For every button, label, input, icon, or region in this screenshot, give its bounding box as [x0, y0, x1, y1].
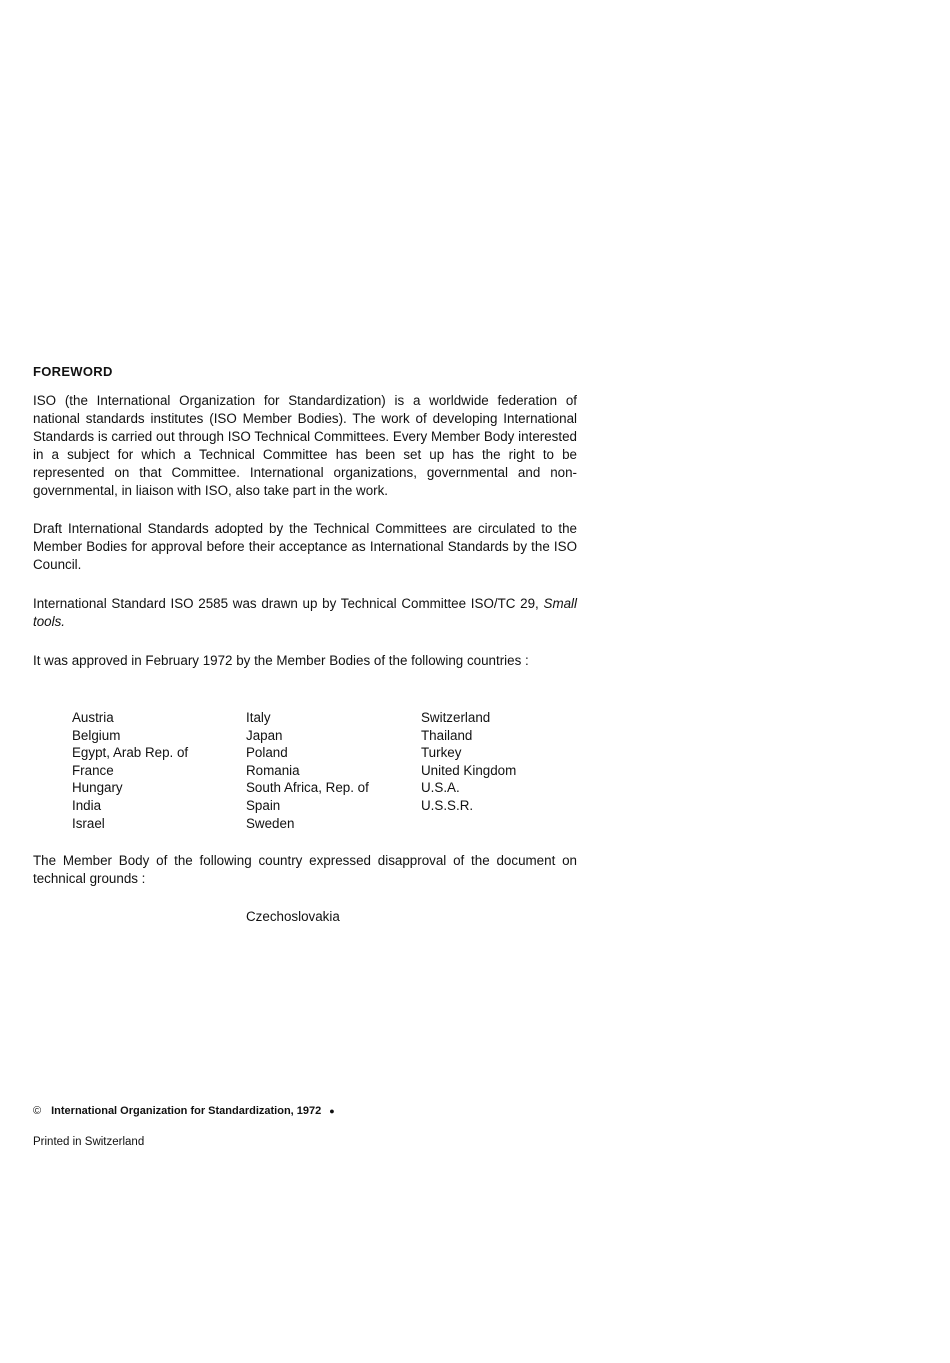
country-item: Italy: [246, 710, 271, 725]
country-item: South Africa, Rep. of: [246, 780, 369, 796]
country-item: Switzerland: [421, 710, 491, 725]
foreword-paragraph-iso: ISO (the International Organization for Standardization) is a worldwide federation of national standards institutes (ISO Member Bodies). The work of developing International Standards is carried out through ISO Technical Committees. Every Member Body interested in a subject for which a Technical Committee has been set up has the right to be represented on that Committee. International organizations, governmental and non-governmental, in liaison with ISO, also take part in the work.: [33, 393, 577, 498]
foreword-paragraph-approval: It was approved in February 1972 by the Member Bodies of the following countries :: [33, 653, 529, 668]
foreword-paragraph-disapproval: The Member Body of the following country expressed disapproval of the document on technical grounds :: [33, 853, 577, 886]
country-item: U.S.A.: [421, 780, 460, 796]
countries-column-1: [72, 709, 252, 832]
country-item: France: [72, 762, 114, 778]
copyright-icon: ©: [33, 1105, 42, 1117]
country-item: Israel: [72, 815, 105, 831]
printed-in-note: Printed in Switzerland: [33, 1136, 145, 1148]
copyright-line: [33, 1105, 335, 1117]
copyright-text: International Organization for Standardization, 1972: [51, 1105, 322, 1117]
foreword-paragraph-drafts: Draft International Standards adopted by the Technical Committees are circulated to the Member Bodies for approval before their acceptance as International Standards by the ISO Council.: [33, 521, 577, 572]
country-item: Poland: [246, 745, 288, 761]
disapproving-country: Czechoslovakia: [246, 909, 340, 924]
countries-column-2: [246, 709, 426, 832]
country-item: Japan: [246, 727, 283, 743]
countries-column-3: [421, 709, 601, 815]
country-item: Hungary: [72, 780, 123, 796]
country-item: Egypt, Arab Rep. of: [72, 745, 189, 761]
country-item: Thailand: [421, 727, 473, 743]
committee-title: Small tools.: [33, 596, 577, 629]
country-item: India: [72, 797, 102, 813]
country-item: United Kingdom: [421, 762, 517, 778]
country-item: Spain: [246, 797, 281, 813]
country-item: Sweden: [246, 815, 295, 831]
country-item: Turkey: [421, 745, 462, 761]
committee-text: International Standard ISO 2585 was drawn up by Technical Committee ISO/TC 29,: [33, 596, 544, 611]
bullet-icon: ●: [329, 1106, 335, 1116]
country-item: Belgium: [72, 727, 121, 743]
country-item: Austria: [72, 710, 114, 725]
country-item: U.S.S.R.: [421, 797, 474, 813]
country-item: Romania: [246, 762, 300, 778]
foreword-heading: FOREWORD: [33, 364, 113, 379]
foreword-paragraph-committee: [33, 595, 577, 631]
